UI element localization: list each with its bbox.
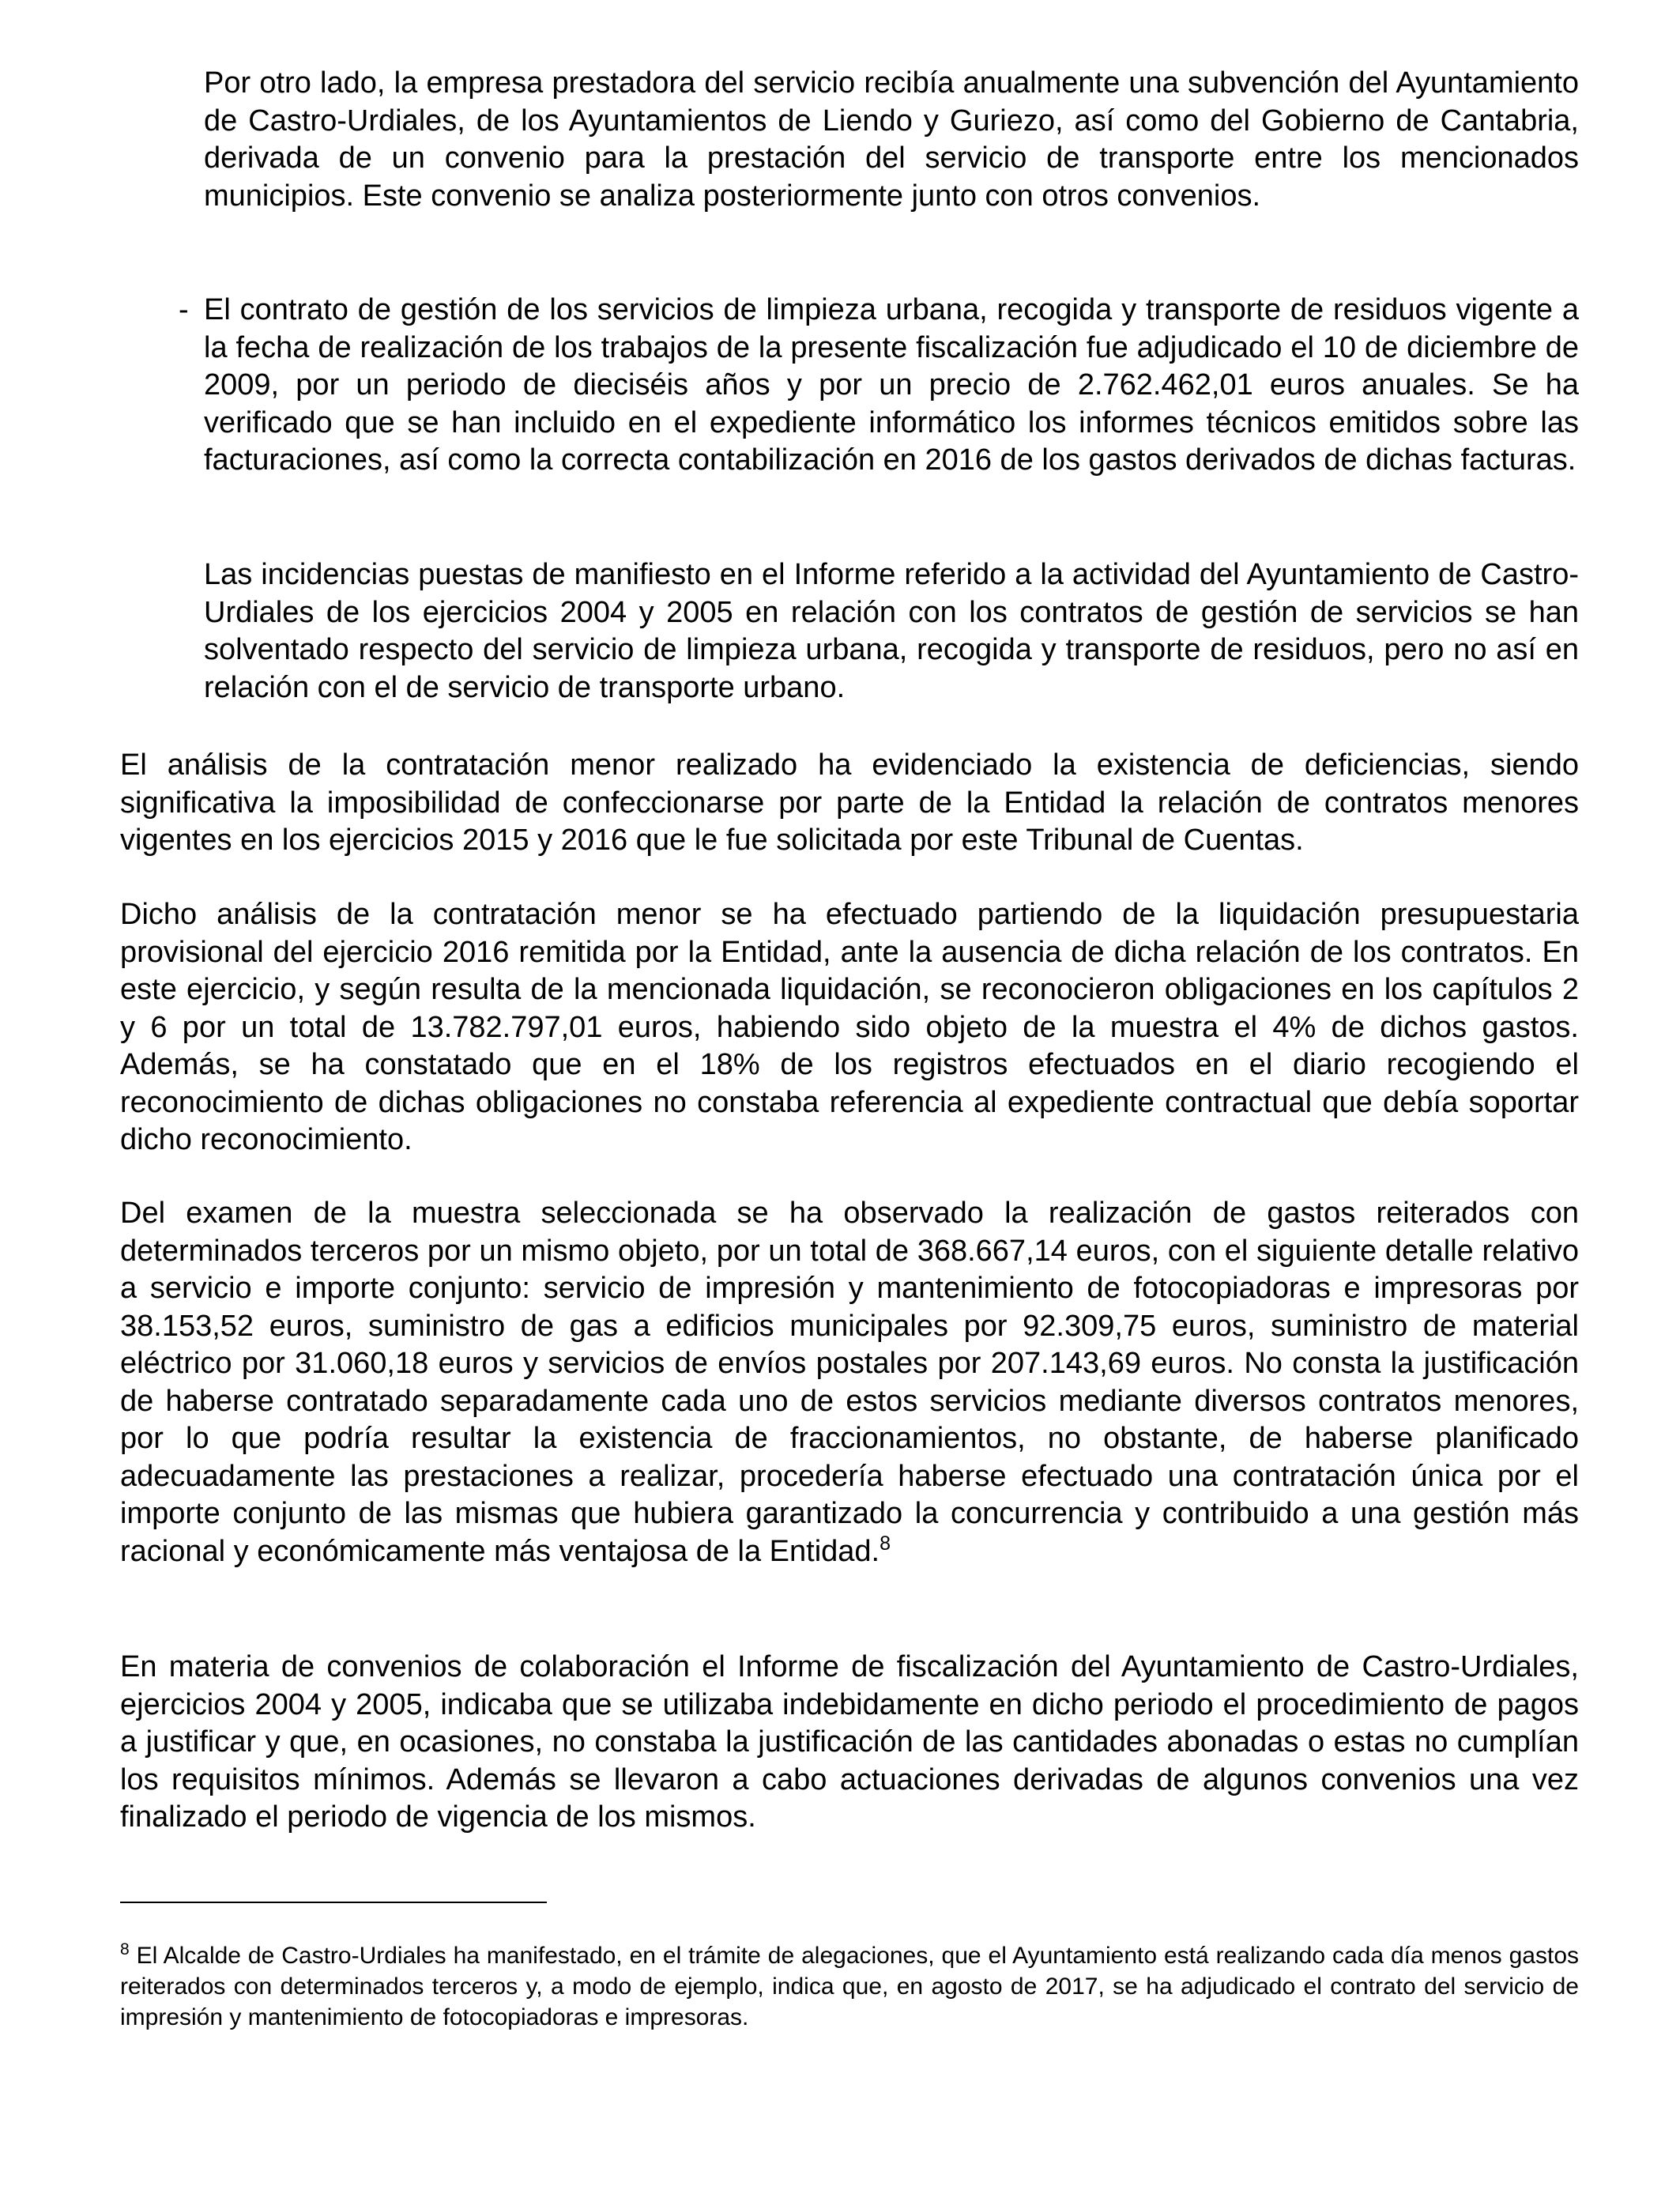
paragraph-collaboration-agreements: En materia de convenios de colaboración el Informe de fiscalización del Ayuntamiento de Castro-Urdiales, ejercicios 2004 y 2005, indicaba que se utilizaba indebidamente en dicho periodo el procedimiento de pagos a justificar y que, en ocasiones, no constaba la justificación de las cantidades abonadas o estas no cumplían los requisitos mínimos. Además se llevaron a cabo actuaciones derivadas de algunos convenios una vez finalizado el periodo de vigencia de los mismos.	[120, 1650, 1579, 1834]
footnote-separator	[120, 1902, 547, 1903]
footnote-text: El Alcalde de Castro-Urdiales ha manifestado, en el trámite de alegaciones, que el Ayuntamiento está realizando cada día menos gastos reiterados con determinados terceros y, a modo de ejemplo, indica que, en agosto de 2017, se ha adjudicado el contrato del servicio de impresión y mantenimiento de fotocopiadoras e impresoras.	[120, 1943, 1580, 2030]
footnote	[120, 1940, 1579, 2033]
paragraph-transport-subsidy: Por otro lado, la empresa prestadora del servicio recibía anualmente una subvención del Ayuntamiento de Castro-Urdiales, de los Ayuntamientos de Liendo y Guriezo, así como del Gobierno de Cantabria, derivada de un convenio para la prestación del servicio de transporte entre los mencionados municipios. Este convenio se analiza posteriormente junto con otros convenios.	[204, 66, 1579, 213]
footnote-reference: 8	[880, 1532, 891, 1555]
paragraph-minor-contracting-analysis: Dicho análisis de la contratación menor se ha efectuado partiendo de la liquidación presupuestaria provisional del ejercicio 2016 remitida por la Entidad, ante la ausencia de dicha relación de los contratos. En este ejercicio, y según resulta de la mencionada liquidación, se reconocieron obligaciones en los capítulos 2 y 6 por un total de 13.782.797,01 euros, habiendo sido objeto de la muestra el 4% de dichos gastos. Además, se ha constatado que en el 18% de los registros efectuados en el diario recogiendo el reconocimiento de dichas obligaciones no constaba referencia al expediente contractual que debía soportar dicho reconocimiento.	[120, 898, 1579, 1156]
paragraph-cleaning-contract: El contrato de gestión de los servicios de limpieza urbana, recogida y transporte de residuos vigente a la fecha de realización de los trabajos de la presente fiscalización fue adjudicado el 10 de diciembre de 2009, por un periodo de dieciséis años y por un precio de 2.762.462,01 euros anuales. Se ha verificado que se han incluido en el expediente informático los informes técnicos emitidos sobre las facturaciones, así como la correcta contabilización en 2016 de los gastos derivados de dichas facturas.	[204, 293, 1579, 477]
bullet-marker: -	[179, 293, 189, 326]
paragraph-minor-contracting: El análisis de la contratación menor realizado ha evidenciado la existencia de deficiencias, siendo significativa la imposibilidad de confeccionarse por parte de la Entidad la relación de contratos menores vigentes en los ejercicios 2015 y 2016 que le fue solicitada por este Tribunal de Cuentas.	[120, 748, 1579, 857]
paragraph-sample-examination-text: Del examen de la muestra seleccionada se ha observado la realización de gastos reiterados con determinados terceros por un mismo objeto, por un total de 368.667,14 euros, con el siguiente detalle relativo a servicio e importe conjunto: servicio de impresión y mantenimiento de fotocopiadoras e impresoras por 38.153,52 euros, suministro de gas a edificios municipales por 92.309,75 euros, suministro de material eléctrico por 31.060,18 euros y servicios de envíos postales por 207.143,69 euros. No consta la justificación de haberse contratado separadamente cada uno de estos servicios mediante diversos contratos menores, por lo que podría resultar la existencia de fraccionamientos, no obstante, de haberse planificado adecuadamente las prestaciones a realizar, procedería haberse efectuado una contratación única por el importe conjunto de las mismas que hubiera garantizado la concurrencia y contribuido a una gestión más racional y económicamente más ventajosa de la Entidad.	[120, 1197, 1579, 1568]
paragraph-sample-examination	[120, 1195, 1579, 1570]
footnote-number: 8	[120, 1940, 130, 1958]
paragraph-incidences: Las incidencias puestas de manifiesto en el Informe referido a la actividad del Ayuntamiento de Castro-Urdiales de los ejercicios 2004 y 2005 en relación con los contratos de gestión de servicios se han solventado respecto del servicio de limpieza urbana, recogida y transporte de residuos, pero no así en relación con el de servicio de transporte urbano.	[204, 558, 1579, 704]
